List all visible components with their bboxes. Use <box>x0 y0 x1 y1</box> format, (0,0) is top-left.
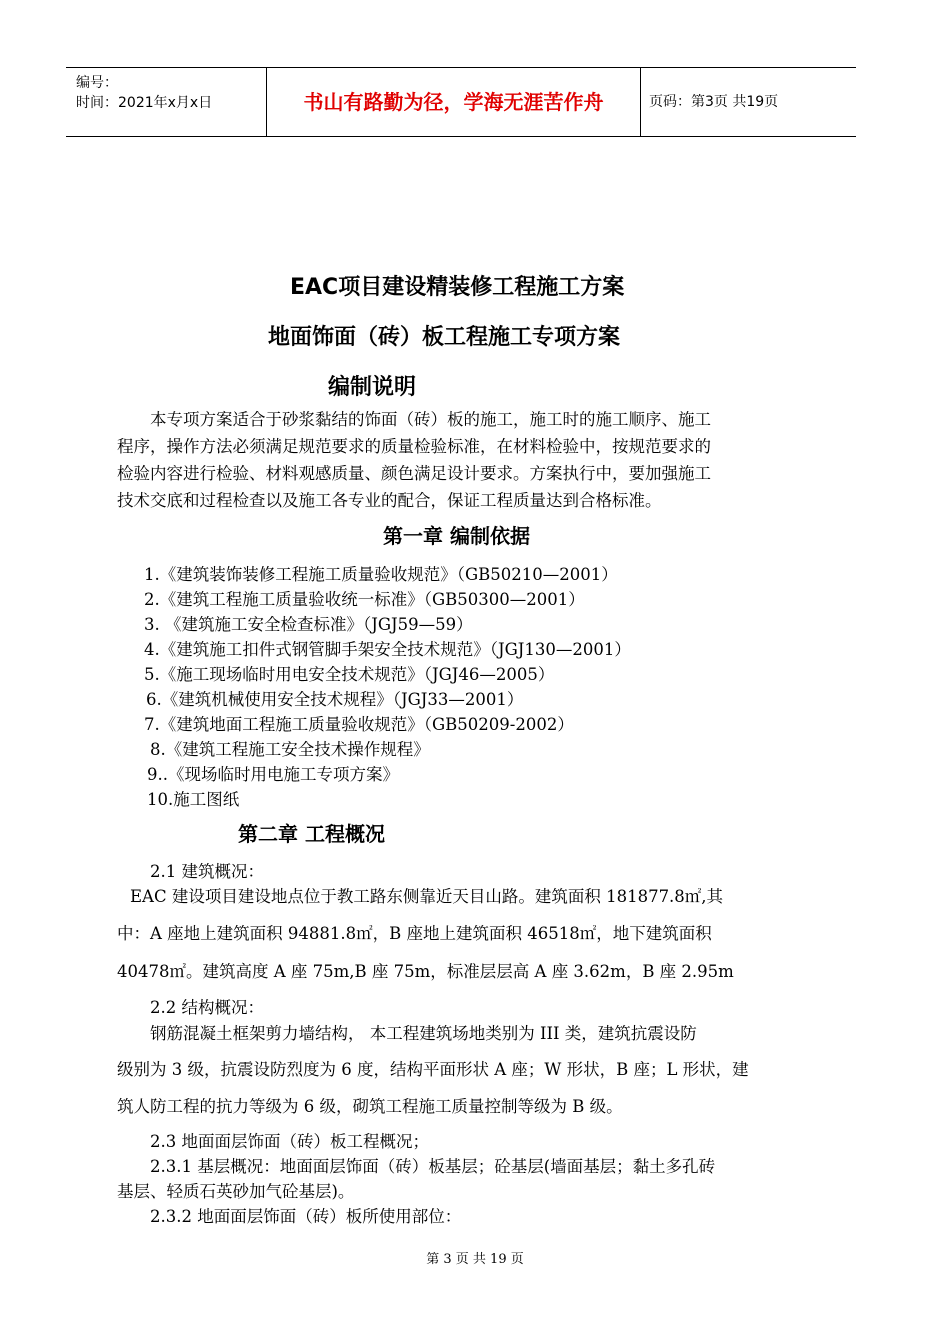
header-time-label: 时间：2021年x月x日 <box>76 95 213 111</box>
document-title: EAC项目建设精装修工程施工方案 <box>290 275 625 300</box>
section-2-1-line: 中：A 座地上建筑面积 94881.8㎡，B 座地上建筑面积 46518㎡，地下建筑面积 <box>117 924 712 943</box>
section-2-2-title: 2.2 结构概况： <box>150 998 264 1017</box>
list-item: 9..《现场临时用电施工专项方案》 <box>147 765 399 784</box>
intro-heading: 编制说明 <box>328 375 417 400</box>
section-2-1-line: 40478㎡。建筑高度 A 座 75m,B 座 75m，标准层层高 A 座 3.62m，B 座 2.95m <box>117 962 734 981</box>
list-item: 1.《建筑装饰装修工程施工质量验收规范》（GB50210—2001） <box>144 565 618 584</box>
list-item: 2.《建筑工程施工质量验收统一标准》（GB50300—2001） <box>144 590 585 609</box>
page-header <box>66 67 856 137</box>
header-page-label: 页码：第3页 共19页 <box>649 94 779 110</box>
section-2-2-line: 级别为 3 级，抗震设防烈度为 6 度，结构平面形状 A 座；W 形状，B 座；L 形状，建 <box>117 1060 749 1079</box>
document-subtitle: 地面饰面（砖）板工程施工专项方案 <box>268 325 621 350</box>
list-item: 5.《施工现场临时用电安全技术规范》（JGJ46—2005） <box>144 665 555 684</box>
page-footer: 第 3 页 共 19 页 <box>426 1252 524 1267</box>
section-2-2-line: 钢筋混凝土框架剪力墙结构， 本工程建筑场地类别为 III 类，建筑抗震设防 <box>150 1024 697 1043</box>
chapter2-heading: 第二章 工程概况 <box>238 822 385 846</box>
list-item: 8.《建筑工程施工安全技术操作规程》 <box>150 740 430 759</box>
section-2-1-line: EAC 建设项目建设地点位于教工路东侧靠近天目山路。建筑面积 181877.8㎡,其 <box>130 887 724 906</box>
section-2-1-title: 2.1 建筑概况： <box>150 862 264 881</box>
intro-line: 检验内容进行检验、材料观感质量、颜色满足设计要求。方案执行中，要加强施工 <box>117 464 711 483</box>
list-item: 3. 《建筑施工安全检查标准》（JGJ59—59） <box>144 615 473 634</box>
list-item: 6.《建筑机械使用安全技术规程》（JGJ33—2001） <box>146 690 524 709</box>
section-2-2-line: 筑人防工程的抗力等级为 6 级，砌筑工程施工质量控制等级为 B 级。 <box>117 1097 623 1116</box>
list-item: 4.《建筑施工扣件式钢管脚手架安全技术规范》（JGJ130—2001） <box>144 640 631 659</box>
list-item: 7.《建筑地面工程施工质量验收规范》（GB50209-2002） <box>144 715 574 734</box>
section-2-3-2-line: 2.3.2 地面面层饰面（砖）板所使用部位： <box>150 1207 462 1226</box>
intro-line: 技术交底和过程检查以及施工各专业的配合，保证工程质量达到合格标准。 <box>117 491 662 510</box>
section-2-3-1-line: 基层、轻质石英砂加气砼基层)。 <box>117 1182 355 1201</box>
header-motto: 书山有路勤为径，学海无涯苦作舟 <box>267 68 641 136</box>
chapter1-heading: 第一章 编制依据 <box>383 524 530 548</box>
header-meta-cell <box>66 68 267 136</box>
header-number-label: 编号： <box>76 75 118 91</box>
intro-line: 程序，操作方法必须满足规范要求的质量检验标准，在材料检验中，按规范要求的 <box>117 437 711 456</box>
section-2-3-1-line: 2.3.1 基层概况：地面面层饰面（砖）板基层；砼基层(墙面基层；黏土多孔砖 <box>150 1157 716 1176</box>
intro-line: 本专项方案适合于砂浆黏结的饰面（砖）板的施工，施工时的施工顺序、施工 <box>150 410 711 429</box>
section-2-3-title: 2.3 地面面层饰面（砖）板工程概况； <box>150 1132 429 1151</box>
list-item: 10.施工图纸 <box>147 790 240 809</box>
